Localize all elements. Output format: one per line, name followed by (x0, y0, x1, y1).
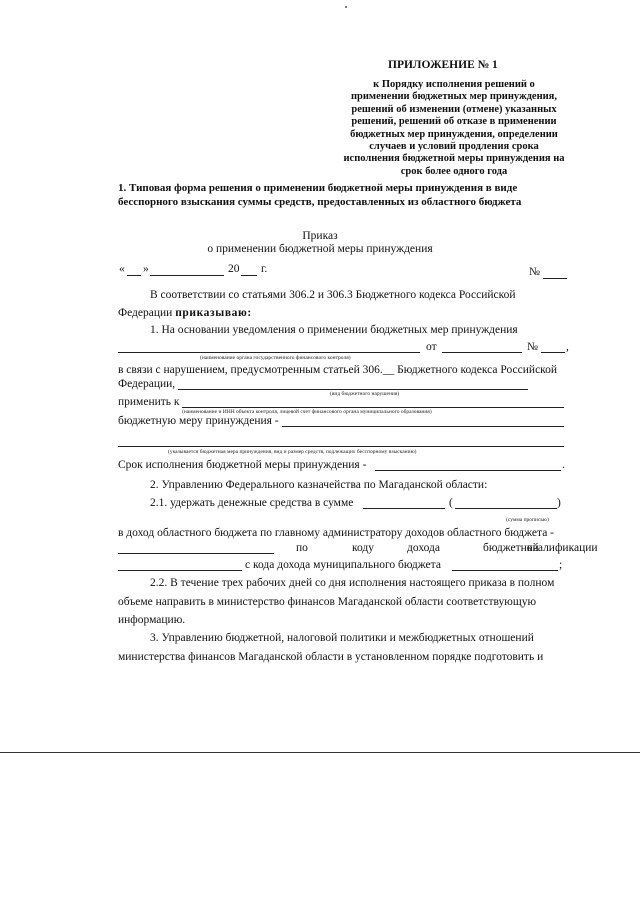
comma: , (566, 341, 569, 353)
sum-words-blank[interactable] (455, 508, 557, 509)
order-title: Приказ (302, 230, 338, 242)
annex-line: решений об изменении (отмене) указанных (351, 103, 557, 115)
paragraph-1: 1. На основании уведомления о применении бюджетных мер принуждения (150, 324, 518, 336)
paragraph-3-line: 3. Управлению бюджетной, налоговой политики и межбюджетных отношений (150, 632, 534, 644)
measure-blank-2[interactable] (118, 446, 564, 447)
notice-date-blank[interactable] (442, 352, 522, 353)
date-year-suffix: г. (261, 263, 268, 275)
order-number-label: № (529, 266, 540, 278)
section-heading-line: 1. Типовая форма решения о применении бюджетной меры принуждения в виде (118, 182, 518, 194)
section-heading-line: бесспорного взыскания суммы средств, предоставленных из областного бюджета (118, 195, 522, 208)
paren-close: ) (557, 497, 561, 509)
page-bottom-rule (0, 752, 640, 753)
date-close-quote: » (143, 263, 149, 275)
municipal-code-label: с кода дохода муниципального бюджета (245, 559, 441, 571)
caption-measure: (указывается бюджетная мера принуждения, вид и размер средств, подлежащих бесспорному взысканию) (168, 449, 417, 455)
violation-type-blank[interactable] (178, 389, 528, 390)
paragraph-2: 2. Управлению Федерального казначейства по Магаданской области: (150, 479, 488, 491)
deadline-label: Срок исполнения бюджетной меры принуждения - (118, 459, 367, 471)
date-day-blank[interactable] (127, 275, 141, 276)
paragraph-2-2-line: объеме направить в министерство финансов Магаданской области соответствующую (118, 596, 537, 608)
municipal-code-blank[interactable] (452, 570, 558, 571)
annex-line: к Порядку исполнения решений о (373, 79, 535, 90)
measure-label: бюджетную меру принуждения - (118, 415, 279, 427)
intro-line-start (118, 307, 252, 319)
date-year-prefix: 20 (228, 263, 240, 275)
deadline-blank[interactable] (375, 470, 561, 471)
period: . (562, 459, 565, 471)
annex-line: применении бюджетных мер принуждения, (350, 91, 557, 103)
income-line: в доход областного бюджета по главному администратору доходов областного бюджета - (118, 527, 555, 539)
kod-word: бюджетной (483, 542, 539, 554)
paragraph-2-2-line: информацию. (118, 614, 186, 626)
annex-line: исполнения бюджетной меры принуждения на (343, 153, 565, 165)
annex-line: срок более одного года (400, 165, 508, 177)
scan-speck (345, 6, 347, 8)
caption-object: (наименование и ИНН объекта контроля, лицевой счет финансового органа муниципального образования) (182, 409, 432, 415)
kod-word: дохода (407, 542, 441, 554)
date-month-blank[interactable] (150, 275, 224, 276)
violation-line: в связи с нарушением, предусмотренным статьей 306.__ Бюджетного кодекса Российской (118, 364, 558, 376)
date-open-quote: « (119, 263, 125, 275)
paragraph-2-2-line: 2.2. В течение трех рабочих дней со дня исполнения настоящего приказа в полном (150, 577, 555, 589)
annex-line: бюджетных мер принуждения, определении (350, 128, 558, 140)
measure-blank[interactable] (282, 426, 564, 427)
kod-word: квалификации (527, 542, 598, 554)
section-heading (118, 182, 588, 209)
annex-line: случаев и условий продления срока (369, 141, 539, 153)
notice-number-blank[interactable] (541, 352, 565, 353)
annex-description (330, 79, 578, 178)
caption-fin-control: (наименование органа государственного финансового контроля) (200, 355, 351, 361)
object-blank[interactable] (182, 407, 564, 408)
notice-number-label: № (527, 341, 538, 353)
intro-line: В соответствии со статьями 306.2 и 306.3 Бюджетного кодекса Российской (150, 289, 516, 301)
order-number-blank[interactable] (543, 278, 567, 279)
order-subtitle: о применении бюджетной меры принуждения (207, 243, 433, 255)
sum-digits-blank[interactable] (363, 508, 445, 509)
paragraph-3-line: министерства финансов Магаданской области в установленном порядке подготовить и (118, 651, 544, 663)
annex-title: ПРИЛОЖЕНИЕ № 1 (388, 59, 498, 71)
violation-line-federation: Федерации, (118, 378, 176, 390)
paragraph-2-1: 2.1. удержать денежные средства в сумме (150, 497, 354, 509)
caption-violation: (вид бюджетного нарушения) (330, 391, 400, 397)
intro-order-word: приказываю: (175, 307, 252, 319)
caption-sum: (сумма прописью) (506, 517, 549, 523)
annex-line: решений, решений об отказе в применении (351, 116, 557, 128)
semicolon: ; (559, 559, 563, 571)
paren-open: ( (449, 497, 453, 509)
apply-to-label: применить к (118, 396, 180, 408)
kod-word: по (296, 542, 308, 554)
code-blank[interactable] (118, 570, 242, 571)
admin-blank[interactable] (118, 553, 274, 554)
kod-word: коду (352, 542, 375, 554)
intro-federation: Федерации (118, 307, 173, 319)
fin-control-blank[interactable] (118, 352, 420, 353)
date-year-blank[interactable] (241, 275, 257, 276)
from-label: от (426, 341, 437, 353)
